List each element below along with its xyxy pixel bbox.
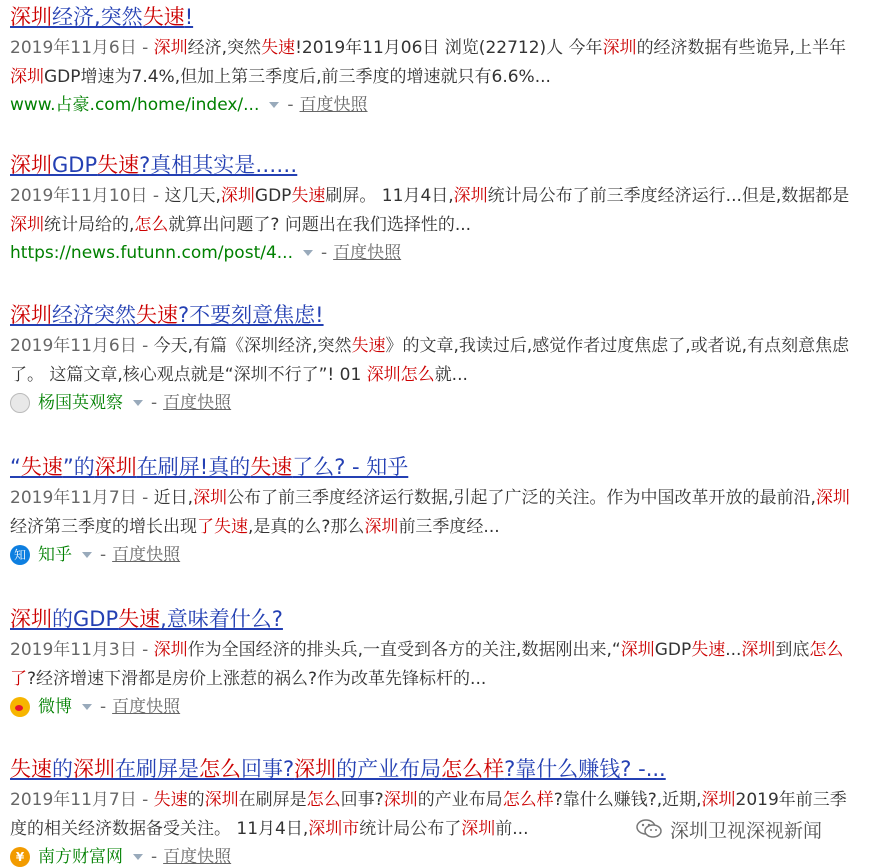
weibo-icon [10, 697, 30, 717]
text-segment: 在刷屏!真的 [136, 455, 251, 479]
text-segment: ! [184, 5, 194, 29]
cache-link[interactable]: 百度快照 [333, 243, 402, 263]
text-segment: 前... [495, 819, 529, 839]
chevron-down-icon[interactable] [269, 102, 279, 108]
watermark-text: 深圳卫视深视新闻 [670, 819, 823, 842]
highlight-keyword: 失速 [153, 790, 188, 810]
text-segment: ?不要刻意焦虑! [178, 303, 324, 327]
highlight-keyword: 深圳市 [308, 819, 360, 839]
highlight-keyword: 失速 [20, 455, 63, 479]
highlight-keyword: 深圳 [364, 517, 399, 537]
chevron-down-icon[interactable] [82, 704, 92, 710]
text-segment: ,意味着什么? [160, 607, 283, 631]
result-title[interactable] [10, 756, 860, 782]
result-date: 2019年11月6日 - [10, 336, 154, 356]
result-snippet [10, 484, 860, 542]
source-url[interactable]: https://news.futunn.com/post/4... [10, 243, 293, 263]
result-source: www.占豪.com/home/index/... - 百度快照 [10, 95, 368, 115]
text-segment: 统计局公布了前三季度经济运行...但是,数据都是 [487, 186, 850, 206]
text-segment: 的产业布局 [417, 790, 503, 810]
text-segment: 统计局给的, [44, 215, 135, 235]
result-source: 微博 - 百度快照 [10, 696, 860, 718]
highlight-keyword: 失速 [351, 336, 386, 356]
highlight-keyword: 深圳 [153, 38, 188, 58]
text-segment: 回事? [241, 757, 295, 781]
result-snippet [10, 34, 860, 92]
cache-link[interactable]: 百度快照 [299, 95, 368, 115]
text-segment: 今天,有篇《深圳经济,突然 [153, 336, 352, 356]
source-name[interactable]: 杨国英观察 [38, 393, 123, 413]
text-segment: ”的 [62, 455, 95, 479]
highlight-keyword: 了失速 [197, 517, 248, 537]
highlight-keyword: 深圳 [10, 153, 52, 177]
text-segment: 经济,突然 [52, 5, 143, 29]
highlight-keyword: 深圳 [73, 757, 115, 781]
result-4 [10, 454, 860, 566]
southern-fortune-icon: ¥ [10, 847, 30, 867]
result-5 [10, 606, 860, 718]
result-source: 杨国英观察 - 百度快照 [10, 392, 860, 414]
result-date: 2019年11月7日 - [10, 488, 154, 508]
highlight-keyword: 失速 [118, 607, 161, 631]
highlight-keyword: 怎么 [134, 215, 169, 235]
result-snippet [10, 332, 860, 390]
text-segment: 这几天, [164, 186, 221, 206]
text-segment: 统计局公布了 [359, 819, 462, 839]
cache-link[interactable]: 百度快照 [112, 697, 181, 717]
result-title[interactable] [10, 152, 860, 178]
result-date: 2019年11月10日 - [10, 186, 165, 206]
text-segment: GDP增速为7.4%,但加上第三季度后,前三季度的增速就只有6.6%... [44, 67, 551, 87]
highlight-keyword: 深圳怎么 [366, 365, 435, 385]
chevron-down-icon[interactable] [82, 552, 92, 558]
text-segment: GDP [254, 186, 292, 206]
text-segment: 经济第三季度的增长出现 [10, 517, 197, 537]
text-segment: 的GDP [52, 607, 119, 631]
highlight-keyword: 深圳 [602, 38, 637, 58]
highlight-keyword: 深圳 [701, 790, 736, 810]
chevron-down-icon[interactable] [303, 250, 313, 256]
text-segment: 经济,突然 [187, 38, 262, 58]
text-segment: 回事? [340, 790, 384, 810]
text-segment: ?靠什么赚钱?,近期, [553, 790, 702, 810]
text-segment: GDP [654, 640, 692, 660]
result-1 [10, 4, 860, 116]
text-segment: “ [10, 455, 21, 479]
highlight-keyword: 失速 [691, 640, 726, 660]
chevron-down-icon[interactable] [133, 854, 143, 860]
highlight-keyword: 失速 [142, 5, 185, 29]
cache-link[interactable]: 百度快照 [112, 545, 181, 565]
highlight-keyword: 深圳 [10, 215, 44, 235]
text-segment: 的产业布局 [336, 757, 442, 781]
wechat-watermark [636, 812, 880, 846]
result-title[interactable] [10, 606, 860, 632]
text-segment: 刷屏。 11月4日, [325, 186, 454, 206]
text-segment: 的 [52, 757, 73, 781]
text-segment: 经济突然 [52, 303, 136, 327]
highlight-keyword: 怎么 [199, 757, 241, 781]
highlight-keyword: 失速 [261, 38, 296, 58]
highlight-keyword: 深圳 [10, 67, 44, 87]
highlight-keyword: 深圳 [741, 640, 776, 660]
text-segment: 的 [187, 790, 205, 810]
highlight-keyword: 深圳 [10, 607, 52, 631]
text-segment: 》的文章,我读过后,感觉作者过度焦虑了,或者说,有点刻意焦虑了。 这篇文章,核心观点就是“深圳不行了”! 01 [10, 336, 850, 385]
text-segment: ... [725, 640, 742, 660]
result-title[interactable] [10, 4, 860, 30]
highlight-keyword: 深圳 [620, 640, 655, 660]
result-title[interactable] [10, 302, 860, 328]
highlight-keyword: 失速 [136, 303, 178, 327]
result-3 [10, 302, 860, 414]
highlight-keyword: 深圳 [383, 790, 418, 810]
text-segment: 作为全国经济的排头兵,一直受到各方的关注,数据刚出来,“ [187, 640, 621, 660]
highlight-keyword: 深圳 [294, 757, 337, 781]
text-segment: 2019年前三季度的相关经济数据备受关注。 11月4日, [10, 790, 847, 839]
text-segment: GDP [52, 153, 98, 177]
text-segment: 在刷屏是 [115, 757, 199, 781]
result-2 [10, 152, 860, 264]
source-name[interactable]: 微博 [38, 697, 72, 717]
highlight-keyword: 深圳 [815, 488, 850, 508]
result-date: 2019年11月3日 - [10, 640, 154, 660]
highlight-keyword: 怎么了 [10, 640, 844, 689]
text-segment: 前三季度经... [398, 517, 500, 537]
result-date: 2019年11月6日 - [10, 38, 154, 58]
text-segment: 就算出问题了? 问题出在我们选择性的... [168, 215, 472, 235]
text-segment: 在刷屏是 [238, 790, 307, 810]
highlight-keyword: 深圳 [94, 455, 137, 479]
highlight-keyword: 怎么样 [441, 757, 505, 781]
highlight-keyword: 深圳 [193, 488, 228, 508]
text-segment: ,是真的么?那么 [248, 517, 365, 537]
highlight-keyword: 失速 [291, 186, 326, 206]
wechat-icon [636, 818, 662, 840]
highlight-keyword: 深圳 [10, 5, 52, 29]
text-segment: !2019年11月06日 浏览(22712)人 今年 [295, 38, 603, 58]
result-date: 2019年11月7日 - [10, 790, 154, 810]
text-segment: 公布了前三季度经济运行数据,引起了广泛的关注。作为中国改革开放的最前沿, [227, 488, 816, 508]
text-segment: 了么? - 知乎 [292, 455, 409, 479]
text-segment: 的经济数据有些诡异,上半年 [636, 38, 846, 58]
highlight-keyword: 怎么 [306, 790, 341, 810]
highlight-keyword: 失速 [250, 455, 293, 479]
result-source: 知 知乎 - 百度快照 [10, 544, 860, 566]
result-snippet [10, 636, 860, 694]
result-title[interactable] [10, 454, 860, 480]
highlight-keyword: 深圳 [153, 640, 188, 660]
highlight-keyword: 深圳 [453, 186, 488, 206]
text-segment: 近日, [153, 488, 194, 508]
source-name[interactable]: 知乎 [38, 545, 72, 565]
cache-link[interactable]: 百度快照 [163, 393, 232, 413]
highlight-keyword: 深圳 [461, 819, 496, 839]
highlight-keyword: 失速 [10, 757, 52, 781]
text-segment: 到底 [775, 640, 810, 660]
result-snippet [10, 182, 860, 240]
text-segment: ?经济增速下滑都是房价上涨惹的祸么?作为改革先锋标杆的... [27, 669, 487, 689]
cache-link[interactable]: 百度快照 [163, 847, 232, 867]
highlight-keyword: 失速 [97, 153, 140, 177]
text-segment: ?靠什么赚钱? -... [504, 757, 666, 781]
highlight-keyword: 怎么样 [502, 790, 554, 810]
result-source: https://news.futunn.com/post/4... - 百度快照 [10, 243, 402, 263]
result-source: ¥ 南方财富网 - 百度快照 [10, 846, 860, 868]
text-segment: ?真相其实是…… [139, 153, 298, 177]
chevron-down-icon[interactable] [133, 400, 143, 406]
avatar-icon [10, 393, 30, 413]
source-url[interactable]: www.占豪.com/home/index/... [10, 95, 260, 115]
highlight-keyword: 深圳 [10, 303, 52, 327]
highlight-keyword: 深圳 [220, 186, 255, 206]
text-segment: 就... [434, 365, 468, 385]
zhihu-icon: 知 [10, 545, 30, 565]
source-name[interactable]: 南方财富网 [38, 847, 123, 867]
highlight-keyword: 深圳 [204, 790, 239, 810]
